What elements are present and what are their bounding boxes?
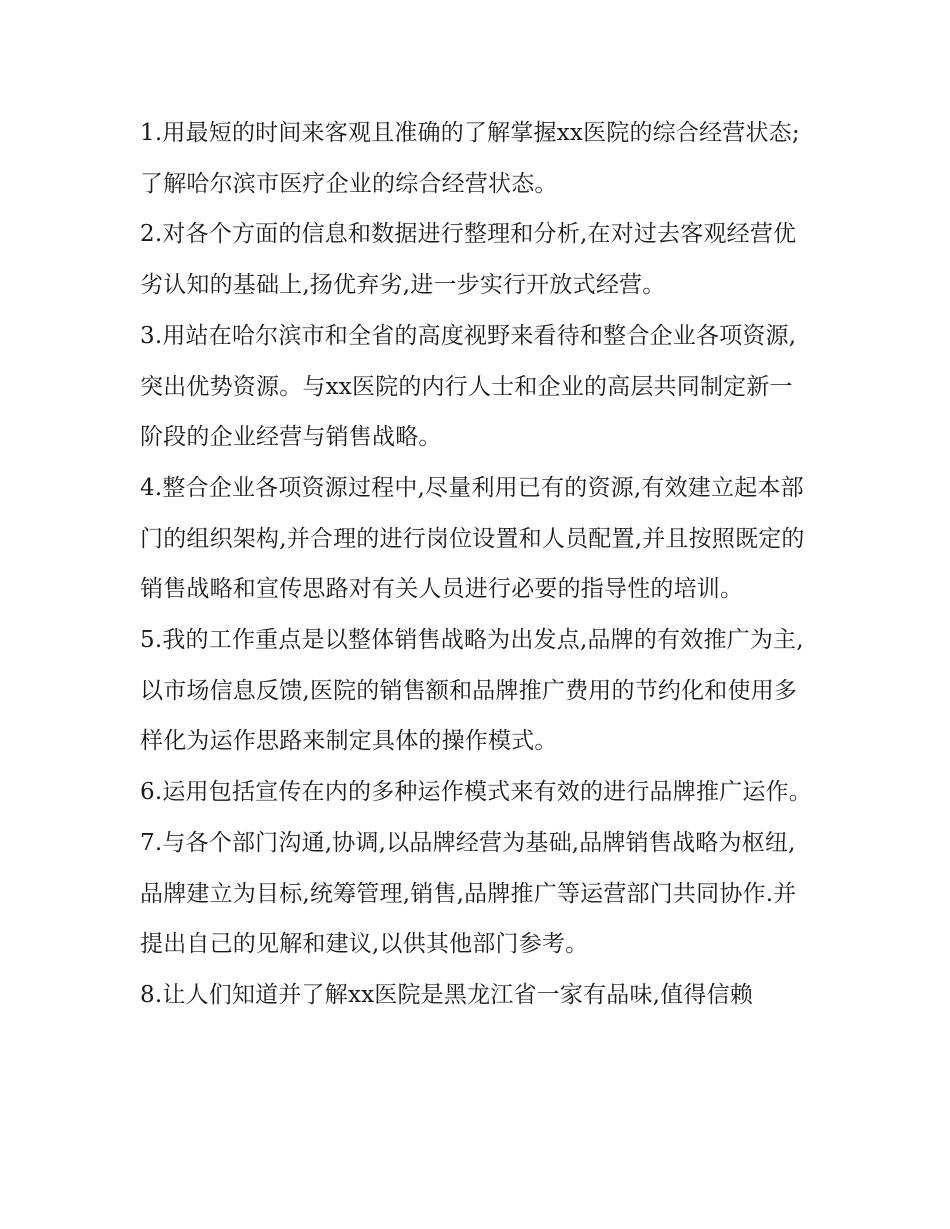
paragraph-4: 4.整合企业各项资源过程中,尽量利用已有的资源,有效建立起本部门的组织架构,并合理的进行岗位设置和人员配置,并且按照既定的销售战略和宣传思路对有关人员进行必要的指导性的培训。 [140,474,805,603]
paragraph-1: 1.用最短的时间来客观且准确的了解掌握xx医院的综合经营状态;了解哈尔滨市医疗企业的综合经营状态。 [140,120,800,197]
paragraph-7: 7.与各个部门沟通,协调,以品牌经营为基础,品牌销售战略为枢纽,品牌建立为目标,统筹管理,销售,品牌推广等运营部门共同协作.并提出自己的见解和建议,以供其他部门参考。 [140,829,797,958]
paragraph-8: 8.让人们知道并了解xx医院是黑龙江省一家有品味,值得信赖 [140,981,753,1008]
paragraph-6: 6.运用包括宣传在内的多种运作模式来有效的进行品牌推广运作。 [140,779,812,806]
paragraph-5: 5.我的工作重点是以整体销售战略为出发点,品牌的有效推广为主,以市场信息反馈,医院的销售额和品牌推广费用的节约化和使用多样化为运作思路来制定具体的操作模式。 [140,627,804,755]
paragraph-2: 2.对各个方面的信息和数据进行整理和分析,在对过去客观经营优劣认知的基础上,扬优弃劣,进一步实行开放式经营。 [140,221,797,299]
document-body [140,108,812,1021]
paragraph-3: 3.用站在哈尔滨市和全省的高度视野来看待和整合企业各项资源,突出优势资源。与xx医院的内行人士和企业的高层共同制定新一阶段的企业经营与销售战略。 [140,322,797,451]
